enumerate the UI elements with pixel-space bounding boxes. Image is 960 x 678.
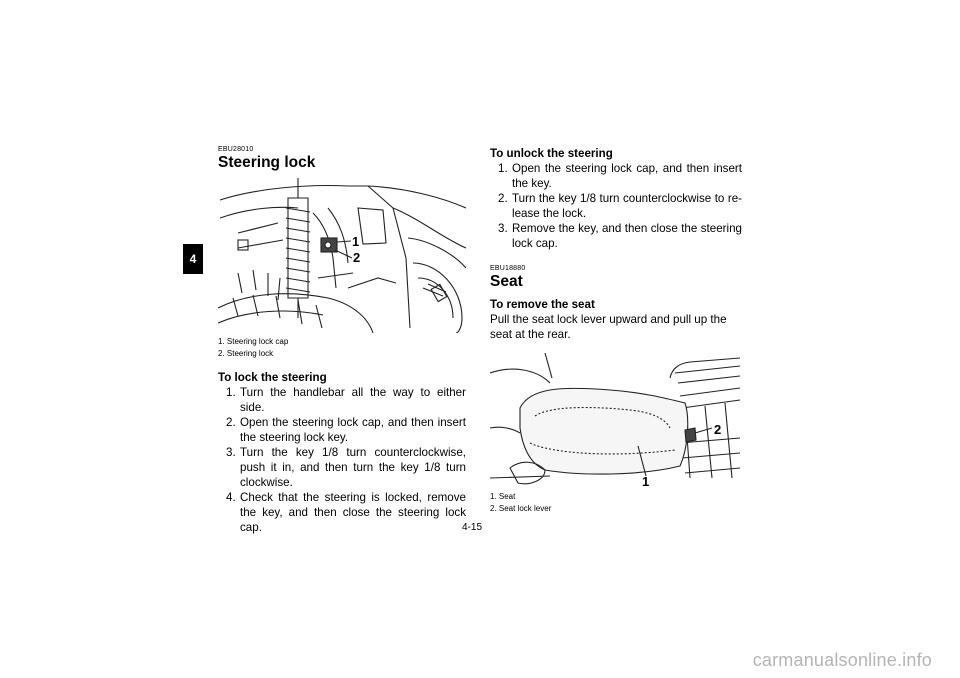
right-column [490, 146, 742, 515]
unlock-steps-list [490, 161, 742, 251]
callout-1: 1 [352, 234, 360, 249]
caption-item: 1. Seat [490, 492, 516, 501]
unlock-subheading: To unlock the steering [490, 147, 613, 160]
section-code: EBU18880 [490, 265, 526, 272]
figure-caption [490, 491, 742, 515]
figure-caption [218, 336, 466, 360]
seat-figure [490, 348, 742, 488]
list-item: 2. Open the steering lock cap, and then insert the steering lock key. [226, 416, 466, 444]
list-item: 2. Turn the key 1/8 turn counterclockwise to re-lease the lock. [498, 192, 742, 220]
lock-subheading: To lock the steering [218, 371, 327, 384]
callout-2: 2 [714, 422, 722, 437]
caption-item: 2. Seat lock lever [490, 504, 552, 513]
list-item: 3. Turn the key 1/8 turn counterclockwise, push it in, and then turn the key 1/8 turn clockwise. [226, 446, 466, 489]
section-heading: Seat [490, 273, 523, 290]
remove-seat-text: Pull the seat lock lever upward and pull up the seat at the rear. [490, 313, 727, 341]
section-code: EBU28010 [218, 146, 254, 153]
chapter-tab: 4 [183, 244, 203, 274]
callout-2: 2 [353, 250, 361, 265]
callout-1: 1 [642, 474, 650, 488]
seat-illustration [490, 348, 742, 488]
list-item: 4. Check that the steering is locked, remove the key, and then close the steering lock cap. [226, 491, 466, 534]
steering-lock-section [218, 146, 466, 535]
list-item: 1. Turn the handlebar all the way to either side. [226, 386, 466, 414]
lock-steps-list [218, 385, 466, 535]
caption-item: 1. Steering lock cap [218, 337, 289, 346]
watermark: carmanualsonline.info [752, 650, 932, 670]
caption-item: 2. Steering lock [218, 349, 274, 358]
steering-lock-illustration [218, 178, 466, 333]
steering-lock-figure [218, 178, 466, 333]
section-heading: Steering lock [218, 154, 316, 171]
list-item: 1. Open the steering lock cap, and then insert the key. [498, 162, 742, 190]
page-number: 4-15 [462, 522, 483, 533]
remove-seat-subheading: To remove the seat [490, 298, 595, 311]
list-item: 3. Remove the key, and then close the steering lock cap. [498, 222, 742, 250]
